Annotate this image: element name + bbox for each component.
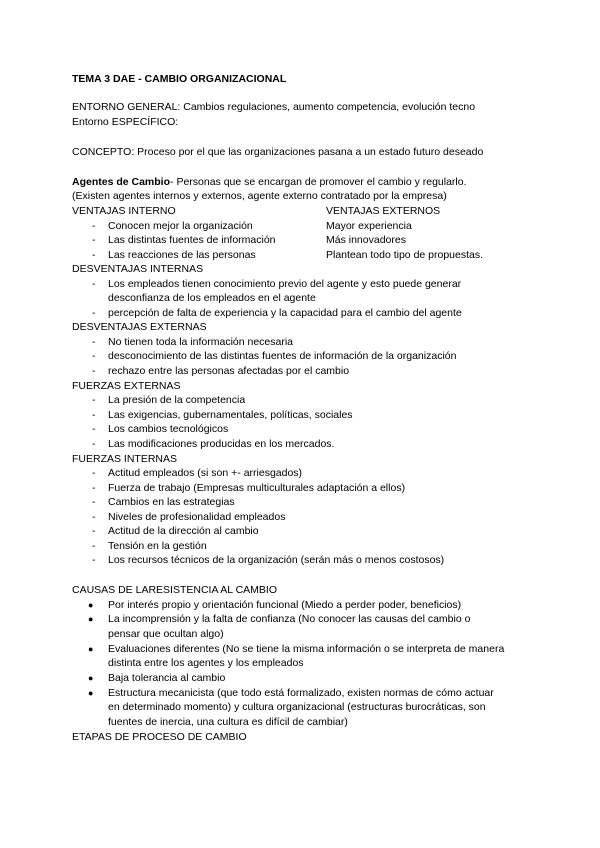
agentes-paragraph	[72, 175, 467, 189]
document-page: TEMA 3 DAE - CAMBIO ORGANIZACIONAL ENTORNO GENERAL: Cambios regulaciones, aumento competencia, evolución tecno Entorno ESPECÍFICO: CONCEPTO: Proceso por el que las organizaciones pasana a un estado futuro deseado Agentes de Cambio- Personas que se encargan de promover el cambio y regularlo. (Existen agentes internos y externos, agente externo contratado por la empresa) VENTAJAS INTERNO VENTAJAS EXTERNOS - Conocen mejor la organización Mayor experiencia - Las distintas fuentes de información Más innovadores - Las reacciones de las personas Plantean todo tipo de propuestas. DESVENTAJAS INTERNAS - Los empleados tienen conocimiento previo del agente y esto puede generar desconfianza de los empleados en el agente - percepción de falta de experiencia y la capacidad para el cambio del agente DESVENTAJAS EXTERNAS - No tienen toda la información necesaria - desconocimiento de las distintas fuentes de información de la organización - rechazo entre las personas afectadas por el cambio FUERZAS EXTERNAS - La presión de la competencia - Las exigencias, gubernamentales, políticas, sociales - Los cambios tecnológicos - Las modificaciones producidas en los mercados. FUERZAS INTERNAS - Actitud empleados (si son +- arriesgados) - Fuerza de trabajo (Empresas multiculturales adaptación a ellos) - Cambios en las estrategias - Niveles de profesionalidad empleados - Actitud de la dirección al cambio - Tensión en la gestión - Los recursos técnicos de la organización (serán más o menos costosos) CAUSAS DE LARESISTENCIA AL CAMBIO ● Por interés propio y orientación funcional (Miedo a perder poder, beneficios) ● La incomprensión y la falta de confianza (No conocer las causas del cambio o pensar que ocultan algo) ● Evaluaciones diferentes (No se tiene la misma información o se interpreta de manera distinta entre los agentes y los empleados ● Baja tolerancia al cambio ● Estructura mecanicista (que todo está formalizado, existen normas de cómo actuar en determinado momento) y cultura organizacional (estructuras burocráticas, son fuentes de inercia, una cultura es difícil de cambiar) ETAPAS DE PROCESO DE CAMBIO	[72, 73, 505, 743]
list-item: Más innovadores	[326, 234, 406, 246]
list-item-continuation: pensar que ocultan algo)	[108, 628, 224, 640]
list-item-continuation: fuentes de inercia, una cultura es difícil de cambiar)	[108, 716, 348, 728]
ventajas-interno-heading: VENTAJAS INTERNO	[72, 205, 176, 217]
fuerzas-internas-heading: FUERZAS INTERNAS	[72, 453, 178, 465]
list-item: Plantean todo tipo de propuestas.	[326, 249, 484, 261]
list-item-continuation: en determinado momento) y cultura organizacional (estructuras burocráticas, son	[108, 701, 486, 713]
desventajas-internas-heading: DESVENTAJAS INTERNAS	[72, 263, 204, 275]
ventajas-externos-heading: VENTAJAS EXTERNOS	[326, 205, 441, 217]
desventajas-externas-heading: DESVENTAJAS EXTERNAS	[72, 321, 207, 333]
concepto: CONCEPTO: Proceso por el que las organizaciones pasana a un estado futuro deseado	[72, 146, 484, 158]
list-item-continuation: distinta entre los agentes y los empleados	[108, 657, 304, 669]
agentes-line2: (Existen agentes internos y externos, agente externo contratado por la empresa)	[72, 190, 447, 202]
agentes-text: - Personas que se encargan de promover el cambio y regularlo.	[170, 176, 467, 188]
entorno-general: ENTORNO GENERAL: Cambios regulaciones, aumento competencia, evolución tecno	[72, 101, 476, 113]
fuerzas-externas-heading: FUERZAS EXTERNAS	[72, 380, 181, 392]
causas-heading: CAUSAS DE LARESISTENCIA AL CAMBIO	[72, 584, 278, 596]
list-item-continuation: desconfianza de los empleados en el agente	[108, 292, 316, 304]
list-item: Mayor experiencia	[326, 220, 412, 232]
document-title: TEMA 3 DAE - CAMBIO ORGANIZACIONAL	[72, 73, 287, 85]
etapas-heading: ETAPAS DE PROCESO DE CAMBIO	[72, 731, 247, 743]
entorno-especifico: Entorno ESPECÍFICO:	[72, 116, 179, 128]
agentes-heading: Agentes de Cambio	[72, 176, 171, 188]
